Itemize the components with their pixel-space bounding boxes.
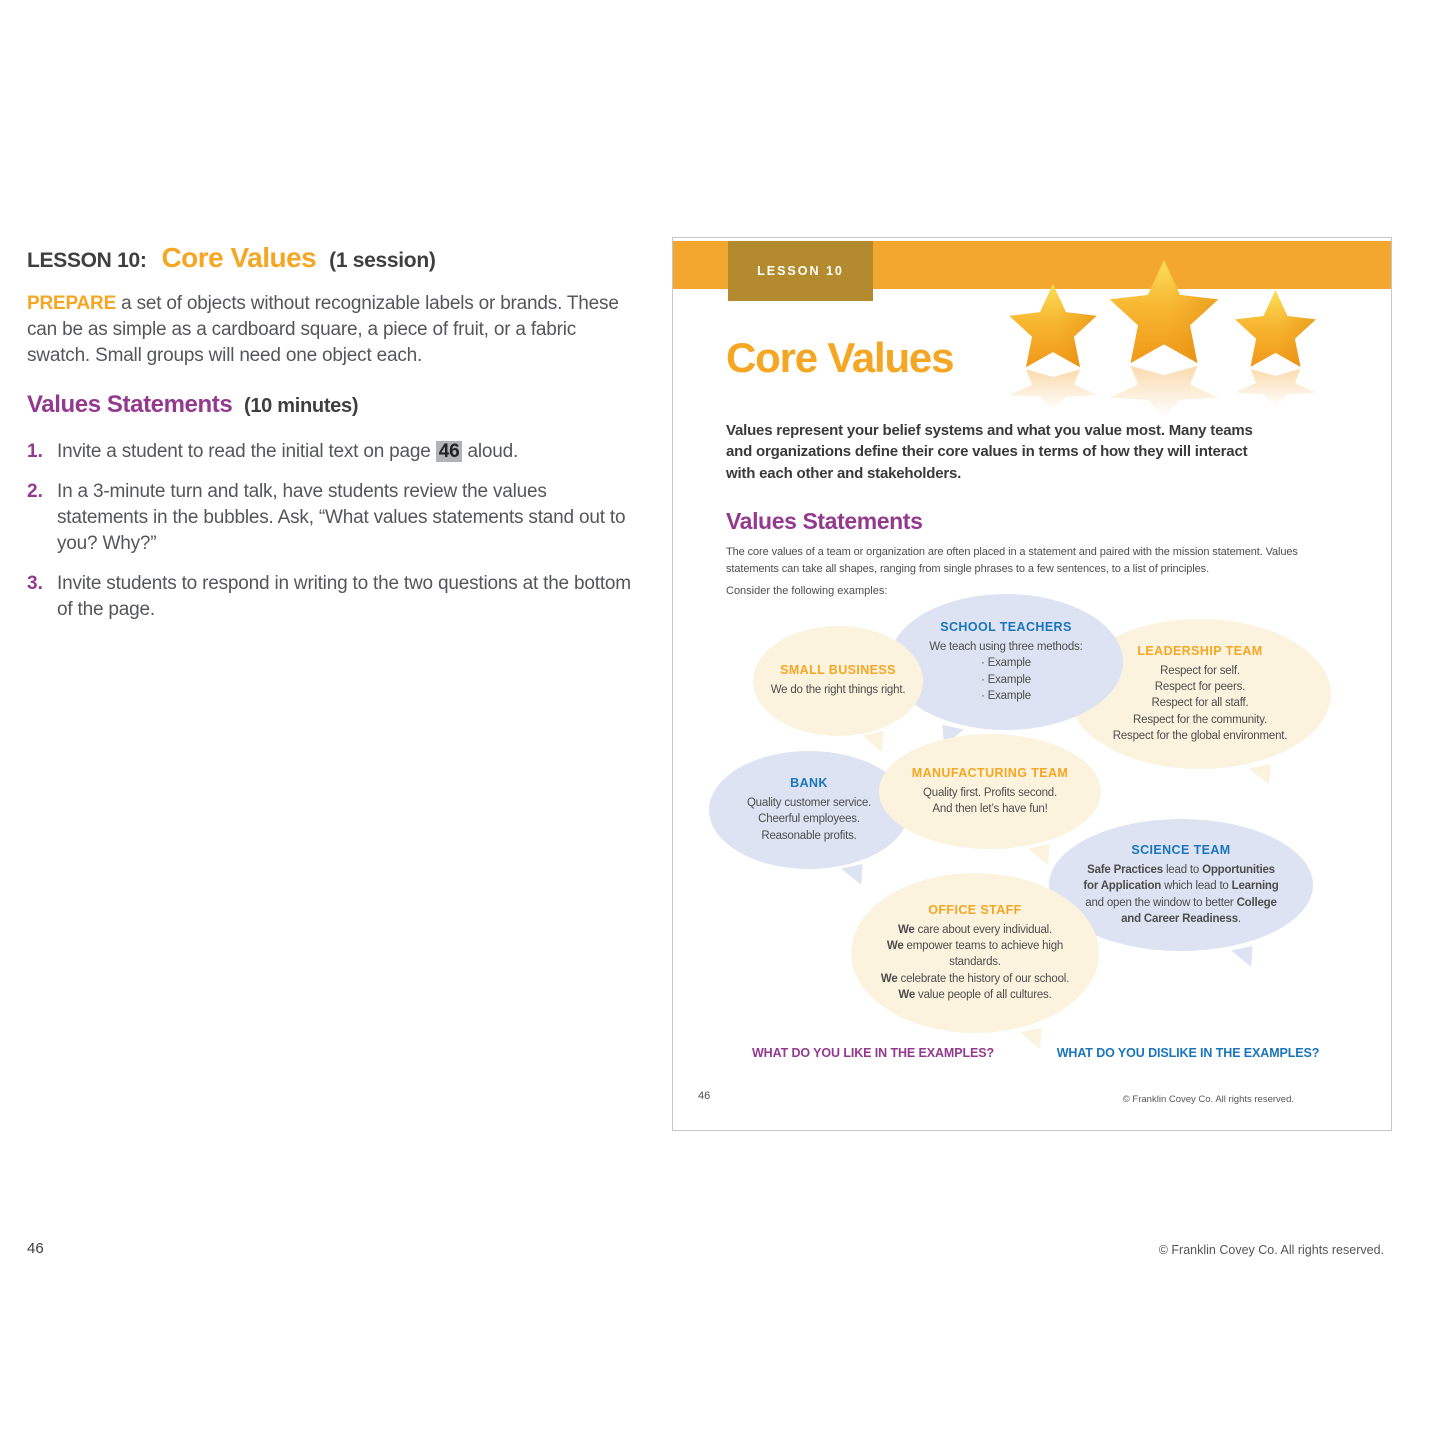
step-text: Invite a student to read the initial text on page 46 aloud.	[57, 441, 519, 462]
bubble-body: Respect for self. Respect for peers. Respect for all staff. Respect for the community. Respect for the global environment.	[1112, 664, 1288, 742]
bubble-body: We teach using three methods: · Example · Example · Example	[929, 640, 1083, 702]
speech-bubble-bank	[709, 751, 909, 869]
lesson-plan-column	[27, 238, 631, 637]
speech-bubble-school-teachers	[889, 594, 1123, 730]
lesson-kicker: LESSON 10:	[27, 249, 147, 272]
section-heading-line	[27, 391, 631, 419]
bubble-title: LEADERSHIP TEAM	[1137, 643, 1263, 658]
speech-bubble-office-staff	[851, 873, 1099, 1033]
lesson-step	[27, 479, 631, 557]
worksheet-page-number: 46	[698, 1090, 711, 1102]
prepare-paragraph: PREPARE a set of objects without recognizable labels or brands. These can be as simple as a cardboard square, a piece of fruit, or a fabric swatch. Small groups will need one object each.	[27, 293, 619, 366]
worksheet-section-body: The core values of a team or organization are often placed in a statement and paired with the mission statement. Values statements can take all shapes, ranging from single phrases to a few sentences, to a list of principles.	[726, 546, 1298, 575]
bubble-title: SCHOOL TEACHERS	[940, 619, 1072, 634]
bubble-title: SCIENCE TEAM	[1131, 842, 1231, 857]
step-number: 3.	[27, 573, 43, 594]
section-heading: Values Statements	[27, 391, 233, 418]
lesson-title: Core Values	[161, 242, 317, 273]
speech-bubble-manufacturing-team	[879, 734, 1101, 849]
step-number: 1.	[27, 441, 43, 462]
step-number: 2.	[27, 481, 43, 502]
lesson-steps	[27, 439, 631, 623]
bubble-body: We do the right things right.	[770, 684, 906, 697]
gold-star-icon	[1009, 284, 1097, 411]
bubble-body: Safe Practices lead to Opportunities for Application which lead to Learning and open the window to better College and Career Readiness.	[1083, 863, 1279, 925]
page-number: 46	[27, 1240, 44, 1257]
bubble-body: Quality customer service. Cheerful employees. Reasonable profits.	[746, 797, 872, 842]
worksheet-title: Core Values	[726, 334, 954, 381]
question-like: WHAT DO YOU LIKE IN THE EXAMPLES?	[751, 1046, 995, 1060]
bubble-title: SMALL BUSINESS	[780, 663, 896, 678]
lesson-step	[27, 571, 631, 623]
worksheet-page	[672, 237, 1392, 1131]
question-dislike: WHAT DO YOU DISLIKE IN THE EXAMPLES?	[1056, 1046, 1320, 1060]
step-text: In a 3-minute turn and talk, have students review the values statements in the bubbles. Ask, “What values statements stand out to you? Why?”	[57, 481, 626, 554]
worksheet-consider-line: Consider the following examples:	[726, 585, 888, 597]
section-duration: (10 minutes)	[243, 395, 359, 417]
lesson-step	[27, 439, 631, 465]
page-copyright: © Franklin Covey Co. All rights reserved.	[1158, 1243, 1384, 1257]
bubble-title: OFFICE STAFF	[928, 902, 1022, 917]
bubble-title: MANUFACTURING TEAM	[911, 765, 1069, 780]
step-text: Invite students to respond in writing to the two questions at the bottom of the page.	[57, 573, 631, 620]
gold-star-icon	[1235, 290, 1316, 407]
worksheet-copyright: © Franklin Covey Co. All rights reserved.	[1122, 1094, 1294, 1105]
lesson-title-line	[27, 238, 631, 275]
speech-bubble-small-business	[753, 626, 923, 736]
bubble-body: Quality first. Profits second. And then let’s have fun!	[923, 786, 1057, 815]
lesson-session-count: (1 session)	[329, 249, 436, 272]
lesson-tab: LESSON 10	[728, 241, 873, 301]
worksheet-intro: Values represent your belief systems and what you value most. Many teams and organizations define their core values in terms of how they will interact with each other and stakeholders.	[726, 422, 1253, 482]
bubble-title: BANK	[790, 776, 828, 790]
bubble-body: We care about every individual. We empower teams to achieve high standards. We celebrate the history of our school. We value people of all cultures.	[880, 923, 1070, 1001]
worksheet-section-heading: Values Statements	[726, 508, 923, 534]
